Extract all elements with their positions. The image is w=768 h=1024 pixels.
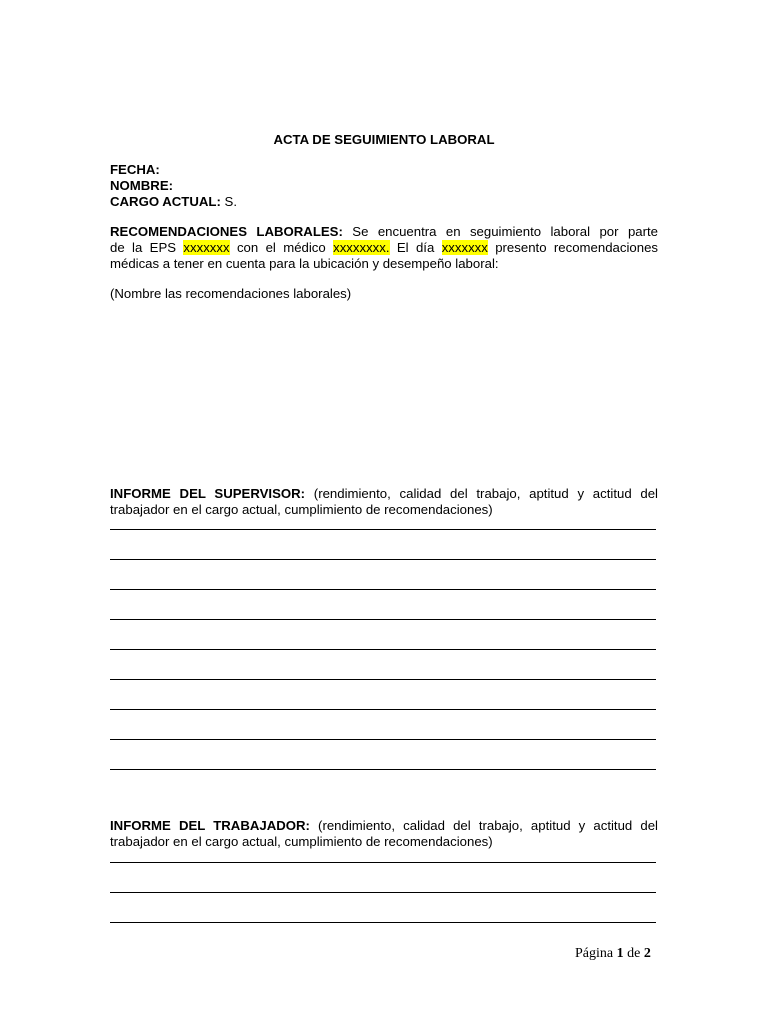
- supervisor-section: [110, 486, 658, 518]
- blank-answer-line: [110, 709, 656, 710]
- blank-answer-line: [110, 862, 656, 863]
- recomendaciones-text: Se encuentra en seguimiento laboral por parte: [342, 224, 658, 239]
- trabajador-label: INFORME DEL TRABAJADOR:: [110, 818, 310, 833]
- blank-answer-line: [110, 892, 656, 893]
- trabajador-line-2: trabajador en el cargo actual, cumplimiento de recomendaciones): [110, 834, 493, 849]
- supervisor-label: INFORME DEL SUPERVISOR:: [110, 486, 306, 501]
- cargo-label: CARGO ACTUAL:: [110, 194, 221, 209]
- nombre-label: NOMBRE:: [110, 178, 174, 193]
- blank-answer-line: [110, 619, 656, 620]
- blank-answer-line: [110, 559, 656, 560]
- recomendaciones-line-3: médicas a tener en cuenta para la ubicación y desempeño laboral:: [110, 256, 499, 271]
- supervisor-line-1: [110, 486, 658, 502]
- supervisor-line-2: trabajador en el cargo actual, cumplimiento de recomendaciones): [110, 502, 493, 517]
- dia-text: El día: [389, 240, 442, 255]
- fecha-label: FECHA:: [110, 162, 160, 177]
- recomendaciones-section: [110, 224, 658, 272]
- document-title: ACTA DE SEGUIMIENTO LABORAL: [273, 132, 495, 147]
- dia-placeholder: xxxxxxx: [441, 240, 488, 255]
- recomendaciones-label: RECOMENDACIONES LABORALES:: [110, 224, 343, 239]
- cargo-actual-row: [110, 194, 237, 210]
- blank-answer-line: [110, 769, 656, 770]
- blank-answer-line: [110, 529, 656, 530]
- page-footer: [575, 946, 651, 962]
- blank-answer-line: [110, 589, 656, 590]
- trabajador-line-1: [110, 818, 658, 834]
- cargo-value: S.: [220, 194, 237, 209]
- presento-text: presento recomendaciones: [487, 240, 658, 255]
- recomendaciones-line-1: [110, 224, 658, 240]
- eps-text: de la EPS: [110, 240, 184, 255]
- medico-text: con el médico: [229, 240, 334, 255]
- trabajador-section: [110, 818, 658, 850]
- eps-placeholder: xxxxxxx: [183, 240, 230, 255]
- recomendaciones-line-2: [110, 240, 658, 256]
- blank-answer-line: [110, 739, 656, 740]
- page-word: Página: [575, 946, 614, 961]
- current-page-number: 1: [616, 946, 624, 961]
- of-word: de: [627, 946, 641, 961]
- blank-answer-line: [110, 649, 656, 650]
- recomendaciones-instruction: (Nombre las recomendaciones laborales): [110, 286, 352, 301]
- total-pages-number: 2: [643, 946, 651, 961]
- supervisor-text: (rendimiento, calidad del trabajo, aptitud y actitud del: [305, 486, 658, 501]
- medico-placeholder: xxxxxxxx.: [333, 240, 390, 255]
- trabajador-text: (rendimiento, calidad del trabajo, aptitud y actitud del: [309, 818, 658, 833]
- blank-answer-line: [110, 922, 656, 923]
- blank-answer-line: [110, 679, 656, 680]
